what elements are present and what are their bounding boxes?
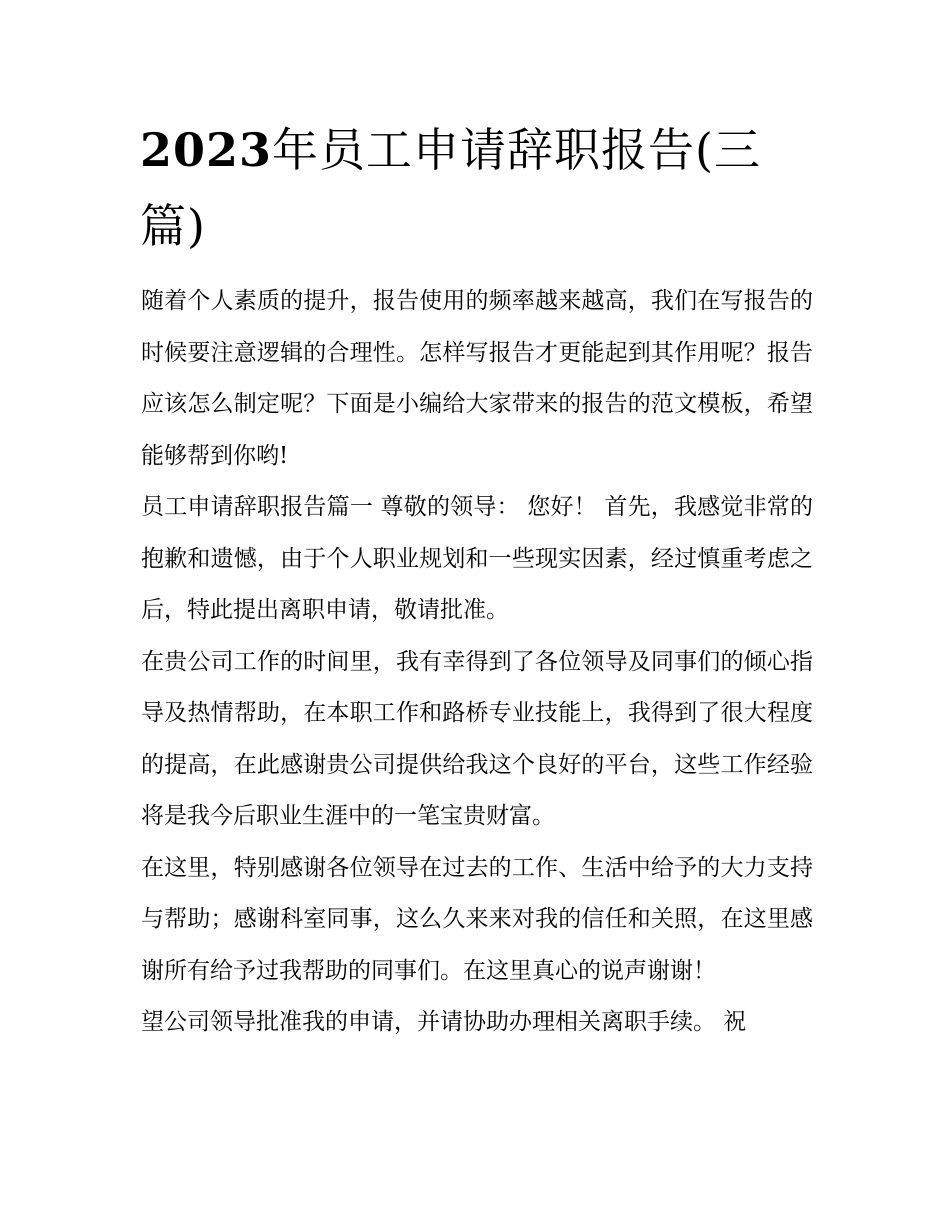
title-text: 年员工申请辞职报告(三篇) <box>140 123 761 253</box>
document-title <box>140 112 820 264</box>
paragraph-greeting: 员工申请辞职报告篇一 尊敬的领导： 您好！ 首先，我感觉非常的抱歉和遗憾，由于个人职业规划和一些现实因素，经过慎重考虑之后，特此提出离职申请，敬请批准。 <box>141 494 813 623</box>
paragraph-request: 望公司领导批准我的申请，并请协助办理相关离职手续。 祝 <box>141 1009 747 1035</box>
title-year: 2023 <box>140 123 273 177</box>
paragraph-intro: 随着个人素质的提升，报告使用的频率越来越高，我们在写报告的时候要注意逻辑的合理性。怎样写报告才更能起到其作用呢？报告应该怎么制定呢？下面是小编给大家带来的报告的范文模板，希望能够帮到你哟! <box>141 288 813 469</box>
paragraph-thanks: 在这里，特别感谢各位领导在过去的工作、生活中给予的大力支持与帮助；感谢科室同事，这么久来来对我的信任和关照，在这里感谢所有给予过我帮助的同事们。在这里真心的说声谢谢！ <box>141 854 813 984</box>
paragraph-gratitude: 在贵公司工作的时间里，我有幸得到了各位领导及同事们的倾心指导及热情帮助，在本职工作和路桥专业技能上，我得到了很大程度的提高，在此感谢贵公司提供给我这个良好的平台，这些工作经验将是我今后职业生涯中的一笔宝贵财富。 <box>141 648 813 829</box>
document-body <box>141 276 813 1049</box>
